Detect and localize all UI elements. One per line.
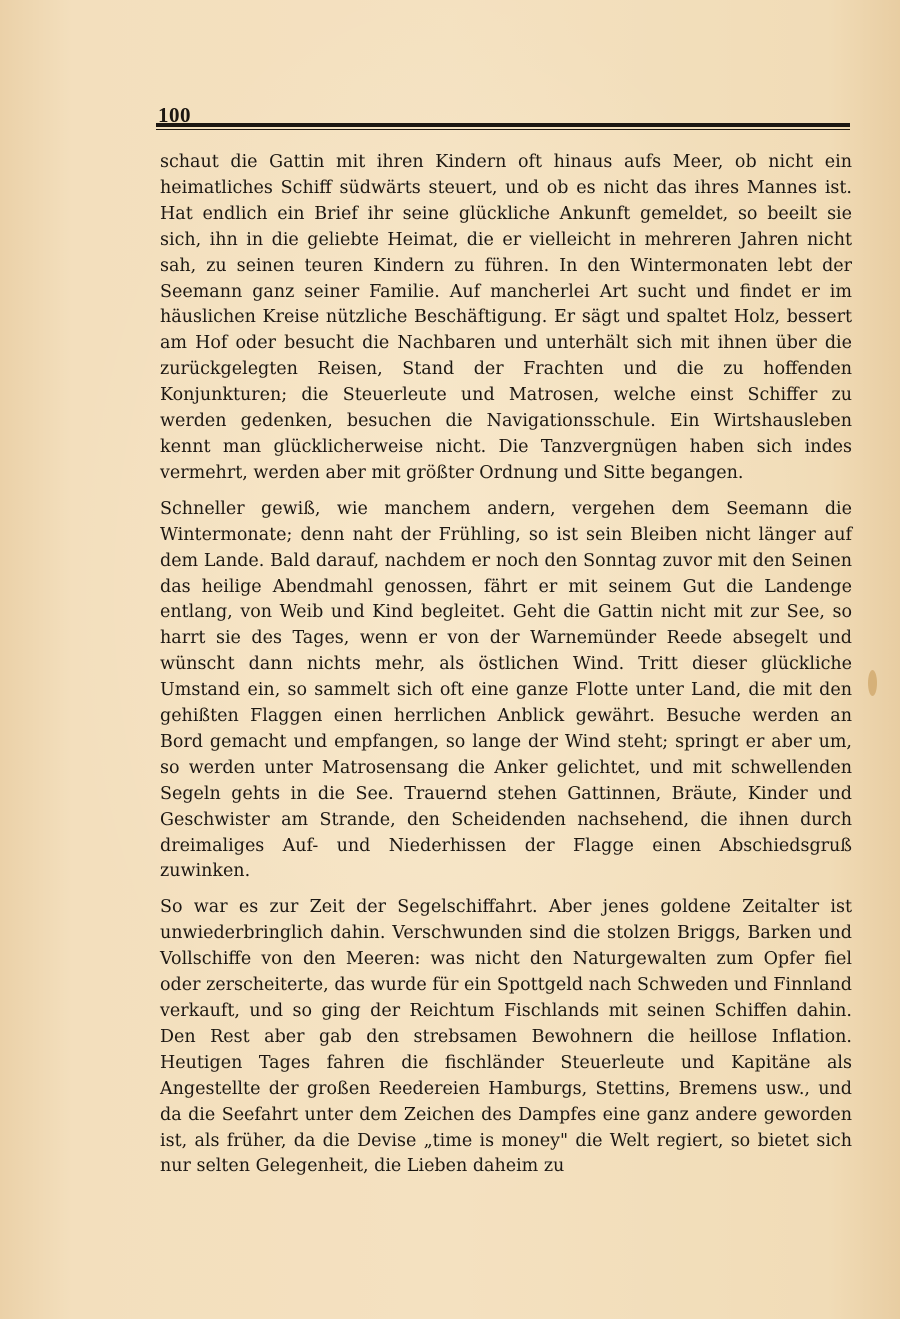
paragraph-2: Schneller gewiß, wie manchem andern, vergehen dem Seemann die Wintermonate; denn naht der Frühling, so ist sein Bleiben nicht länger auf dem Lande. Bald darauf, nachdem er noch den Sonntag zuvor mit den Seinen das heilige Abendmahl genossen, fährt er mit seinem Gut die Landenge entlang, von Weib und Kind begleitet. Geht die Gattin nicht mit zur See, so harrt sie des Tages, wenn er von der Warnemünder Reede absegelt und wünscht dann nichts mehr, als östlichen Wind. Tritt dieser glückliche Umstand ein, so sammelt sich oft eine ganze Flotte unter Land, die mit den gehißten Flaggen einen herrlichen Anblick gewährt. Besuche werden an Bord gemacht und empfangen, so lange der Wind steht; springt er aber um, so werden unter Matrosensang die Anker gelichtet, und mit schwellenden Segeln gehts in die See. Trauernd stehen Gattinnen, Bräute, Kinder und Geschwister am Strande, den Scheidenden nachsehend, die ihnen durch dreimaliges Auf- und Niederhissen der Flagge einen Abschiedsgruß zuwinken. [160,498,852,882]
paper-stain [868,670,877,696]
paragraph-3: So war es zur Zeit der Segelschiffahrt. Aber jenes goldene Zeitalter ist unwiederbringlich dahin. Verschwunden sind die stolzen Briggs, Barken und Vollschiffe von den Meeren: was nicht den Naturgewalten zum Opfer fiel oder zerscheiterte, das wurde für ein Spottgeld nach Schweden und Finnland verkauft, und so ging der Reichtum Fischlands mit seinen Schiffen dahin. Den Rest aber gab den strebsamen Bewohnern die heillose Inflation. Heutigen Tages fahren die fischländer Steuerleute und Kapitäne als Angestellte der großen Reedereien Hamburgs, Stettins, Bremens usw., und da die Seefahrt unter dem Zeichen des Dampfes eine ganz andere geworden ist, als früher, da die Devise „time is money" die Welt regiert, so bietet sich nur selten Gelegenheit, die Lieben daheim zu [160,897,852,1177]
paragraph-1: schaut die Gattin mit ihren Kindern oft hinaus aufs Meer, ob nicht ein heimatliches Schiff südwärts steuert, und ob es nicht das ihres Mannes ist. Hat endlich ein Brief ihr seine glückliche Ankunft gemeldet, so beeilt sie sich, ihn in die geliebte Heimat, die er vielleicht in mehreren Jahren nicht sah, zu seinen teuren Kindern zu führen. In den Wintermonaten lebt der Seemann ganz seiner Familie. Auf mancherlei Art sucht und findet er im häuslichen Kreise nützliche Beschäftigung. Er sägt und spaltet Holz, bessert am Hof oder besucht die Nachbaren und unterhält sich mit ihnen über die zurückgelegten Reisen, Stand der Frachten und die zu hoffenden Konjunkturen; die Steuerleute und Matrosen, welche einst Schiffer zu werden gedenken, besuchen die Navigationsschule. Ein Wirtshausleben kennt man glücklicherweise nicht. Die Tanzvergnügen haben sich indes vermehrt, werden aber mit größter Ordnung und Sitte begangen. [160,152,852,483]
page-number: 100 [158,103,191,127]
header-rule-thin [156,129,850,130]
header-rule-thick [156,123,850,127]
body-text [160,150,852,1180]
